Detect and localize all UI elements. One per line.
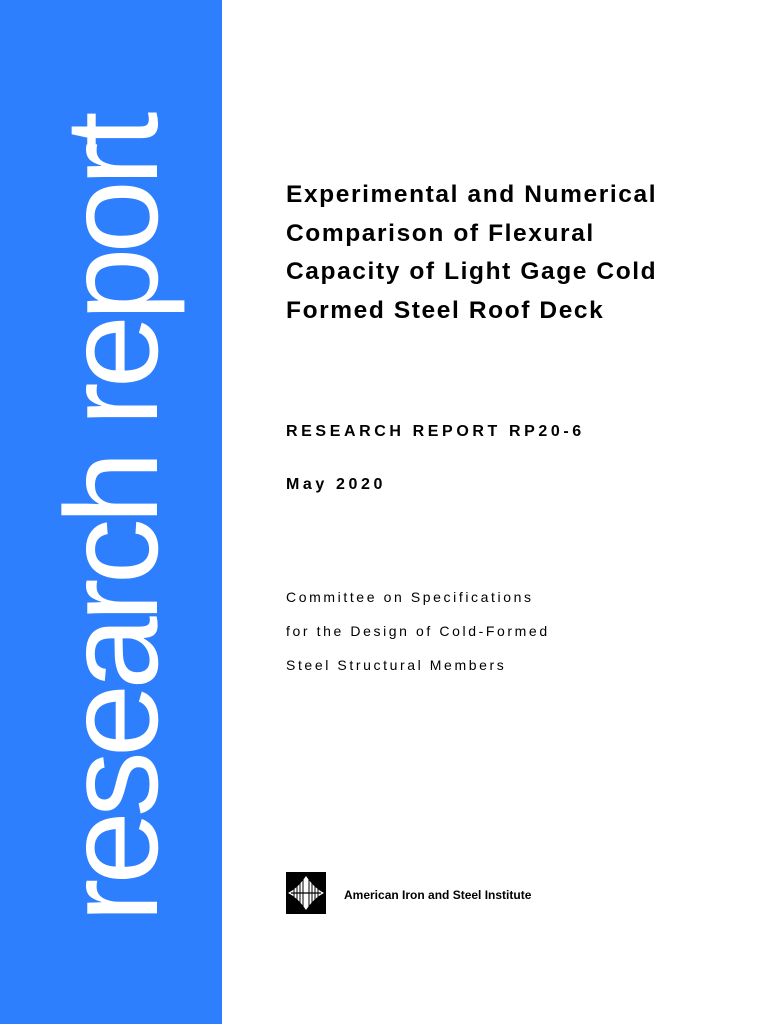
title-line: Capacity of Light Gage Cold [286, 258, 658, 285]
side-color-band [0, 0, 222, 1024]
report-number: RESEARCH REPORT RP20-6 [286, 423, 585, 440]
committee-line: for the Design of Cold-Formed [286, 623, 550, 639]
committee-line: Steel Structural Members [286, 657, 507, 673]
report-date: May 2020 [286, 476, 386, 493]
aisi-starburst-logo-icon [286, 872, 326, 914]
title-line: Experimental and Numerical [286, 181, 658, 208]
report-title [286, 176, 726, 330]
institute-name: American Iron and Steel Institute [344, 888, 532, 902]
title-line: Comparison of Flexural [286, 219, 595, 247]
committee-block [286, 588, 550, 690]
vertical-research-report-text: research report [38, 117, 185, 923]
committee-line: Committee on Specifications [286, 589, 534, 605]
title-line: Formed Steel Roof Deck [286, 296, 605, 324]
